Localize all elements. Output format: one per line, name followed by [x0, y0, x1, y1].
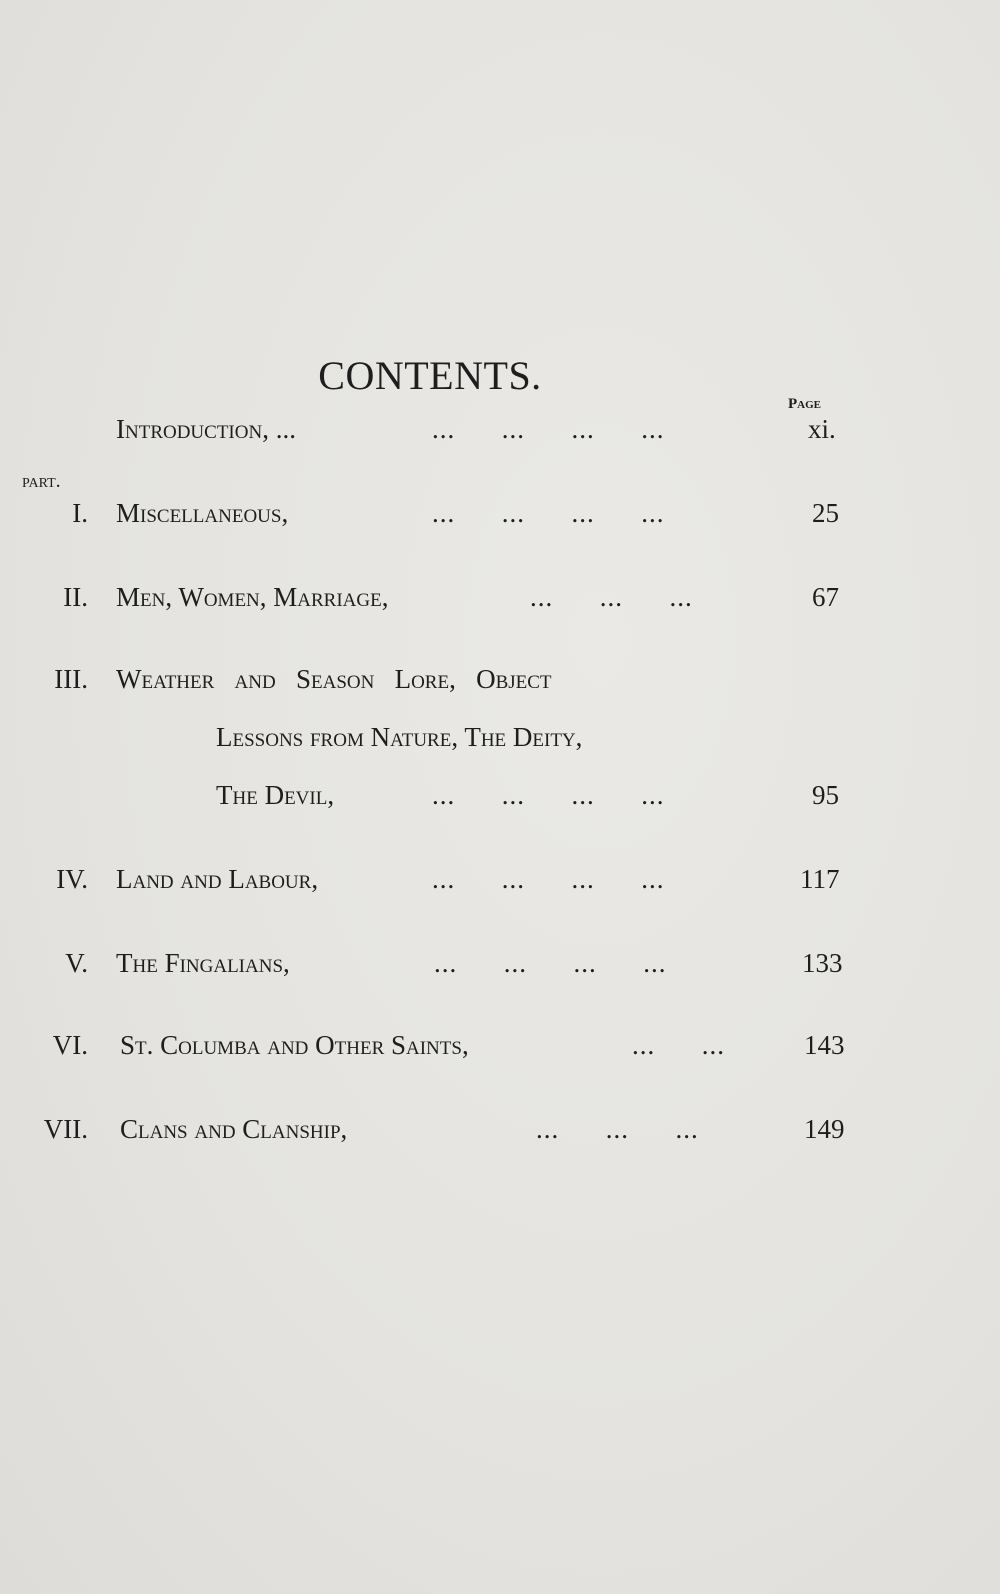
- toc-entry[interactable]: [0, 948, 1000, 984]
- entry-title: Men, Women, Marriage,: [116, 582, 389, 612]
- entry-title-continuation: Lessons from Nature, The Deity,: [216, 722, 583, 752]
- toc-entry[interactable]: [0, 864, 1000, 900]
- leader-dots: ... ... ... ...: [432, 864, 665, 894]
- page-number: xi.: [808, 414, 836, 444]
- part-number: I.: [72, 498, 88, 528]
- leader-dots: ... ...: [632, 1030, 725, 1060]
- entry-title: The Fingalians,: [116, 948, 290, 978]
- leader-dots: ... ... ... ...: [434, 948, 667, 978]
- entry-title: Land and Labour,: [116, 864, 319, 894]
- leader-dots: ... ... ... ...: [432, 780, 665, 810]
- part-number: III.: [54, 664, 88, 694]
- leader-dots: ... ... ...: [530, 582, 693, 612]
- page-number: 67: [812, 582, 839, 612]
- leader-dots: ... ... ... ...: [432, 414, 665, 444]
- part-number: II.: [63, 582, 88, 612]
- leader-dots: ... ... ... ...: [432, 498, 665, 528]
- leader-dots: ... ... ...: [536, 1114, 699, 1144]
- part-number: V.: [65, 948, 88, 978]
- part-number: IV.: [56, 864, 88, 894]
- page-number: 133: [802, 948, 843, 978]
- toc-entry[interactable]: [0, 664, 1000, 700]
- toc-entry[interactable]: [0, 1114, 1000, 1150]
- entry-title: Miscellaneous,: [116, 498, 289, 528]
- page-column-label: Page: [788, 396, 821, 412]
- entry-title: Clans and Clanship,: [120, 1114, 348, 1144]
- page-title: CONTENTS.: [318, 353, 542, 398]
- part-number: VII.: [43, 1114, 88, 1144]
- entry-title: Weather and Season Lore, Object: [116, 664, 552, 694]
- entry-title: Introduction, ...: [116, 414, 296, 444]
- page-number: 95: [812, 780, 839, 810]
- page-number: 117: [800, 864, 840, 894]
- page-number: 143: [804, 1030, 845, 1060]
- toc-entry[interactable]: [0, 582, 1000, 618]
- entry-title: St. Columba and Other Saints,: [120, 1030, 469, 1060]
- page-number: 25: [812, 498, 839, 528]
- page-number: 149: [804, 1114, 845, 1144]
- part-label: part.: [22, 470, 61, 492]
- toc-entry-continuation[interactable]: [0, 780, 1000, 816]
- toc-entry[interactable]: [0, 498, 1000, 534]
- part-number: VI.: [52, 1030, 88, 1060]
- entry-title-continuation: The Devil,: [216, 780, 335, 810]
- toc-entry-introduction[interactable]: [0, 414, 1000, 450]
- toc-entry[interactable]: [0, 1030, 1000, 1066]
